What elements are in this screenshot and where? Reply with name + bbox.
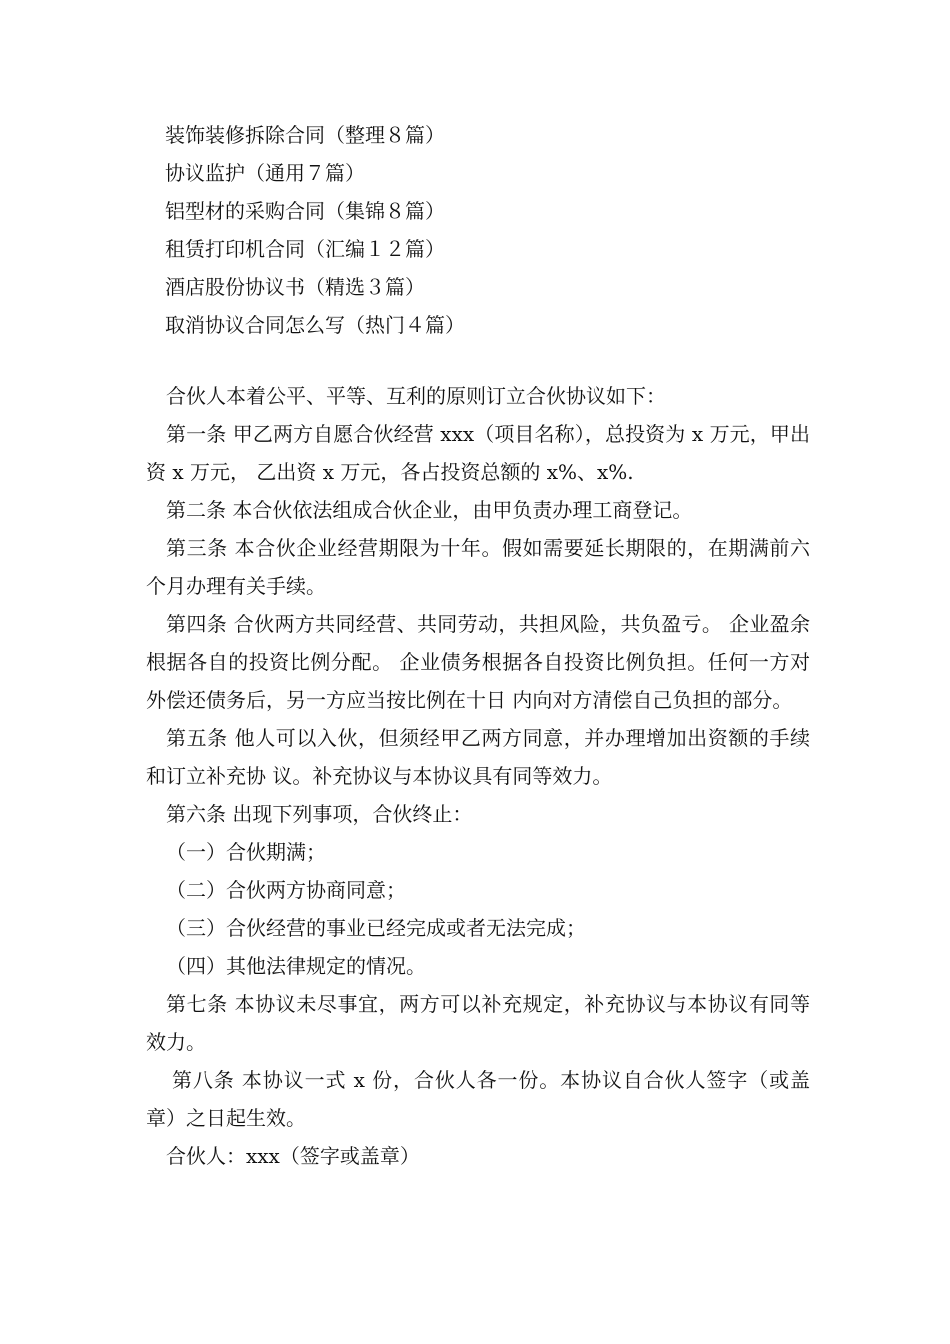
agreement-body bbox=[146, 377, 810, 1175]
article-8: 第八条 本协议一式 x 份，合伙人各一份。本协议自合伙人签字（或盖章）之日起生效。 bbox=[146, 1068, 810, 1130]
related-link[interactable]: 取消协议合同怎么写（热门４篇） bbox=[165, 313, 465, 337]
related-link[interactable]: 酒店股份协议书（精选３篇） bbox=[165, 275, 425, 299]
related-links-list bbox=[165, 116, 865, 344]
related-link[interactable]: 铝型材的采购合同（集锦８篇） bbox=[165, 199, 445, 223]
article-6: 第六条 出现下列事项，合伙终止： bbox=[166, 802, 473, 826]
article-5: 第五条 他人可以入伙，但须经甲乙两方同意，并办理增加出资额的手续和订立补充协 议。补充协议与本协议具有同等效力。 bbox=[146, 726, 810, 788]
termination-item: （三）合伙经营的事业已经完成或者无法完成； bbox=[166, 916, 586, 940]
related-link[interactable]: 租赁打印机合同（汇编１２篇） bbox=[165, 237, 445, 261]
agreement-intro: 合伙人本着公平、平等、互利的原则订立合伙协议如下： bbox=[166, 384, 666, 408]
article-4: 第四条 合伙两方共同经营、共同劳动，共担风险，共负盈亏。 企业盈余根据各自的投资比例分配。 企业债务根据各自投资比例负担。任何一方对外偿还债务后，另一方应当按比例在十日 内向对方清偿自己负担的部分。 bbox=[146, 612, 810, 712]
termination-item: （四）其他法律规定的情况。 bbox=[166, 954, 426, 978]
article-3: 第三条 本合伙企业经营期限为十年。假如需要延长期限的，在期满前六个月办理有关手续。 bbox=[146, 536, 810, 598]
partner-signature-line: 合伙人：xxx（签字或盖章） bbox=[166, 1144, 420, 1168]
termination-item: （二）合伙两方协商同意； bbox=[166, 878, 406, 902]
article-7: 第七条 本协议未尽事宜，两方可以补充规定，补充协议与本协议有同等效力。 bbox=[146, 992, 810, 1054]
related-link[interactable]: 装饰装修拆除合同（整理８篇） bbox=[165, 123, 445, 147]
related-link[interactable]: 协议监护（通用７篇） bbox=[165, 161, 365, 185]
article-1: 第一条 甲乙两方自愿合伙经营 xxx（项目名称），总投资为 x 万元，甲出资 x 万元， 乙出资 x 万元，各占投资总额的 x%、x%. bbox=[146, 422, 810, 484]
article-2: 第二条 本合伙依法组成合伙企业，由甲负责办理工商登记。 bbox=[166, 498, 693, 522]
termination-item: （一）合伙期满； bbox=[166, 840, 326, 864]
